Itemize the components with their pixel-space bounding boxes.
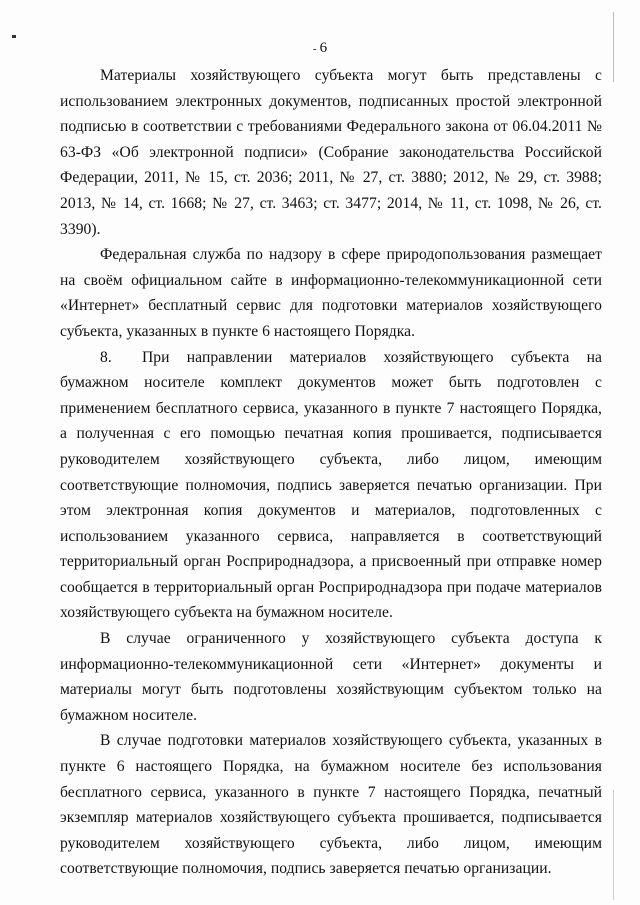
paragraph: [60, 728, 602, 882]
page-number-mark: -: [312, 43, 317, 55]
paragraph-text: Материалы хозяйствующего субъекта могут быть представлены с использованием электронных документов, подписанных простой электронной подписью в соответствии с требованиями Федерального закона от 06.04.2011 № 63-ФЗ «Об электронной подписи» (Собрание законодательства Российской Федерации, 2011, № 15, ст. 2036; 2011, № 27, ст. 3880; 2012, № 29, ст. 3988; 2013, № 14, ст. 1668; № 27, ст. 3463; ст. 3477; 2014, № 11, ст. 1098, № 26, ст. 3390).: [60, 67, 602, 238]
paragraph: [60, 242, 602, 344]
paragraph-text: При направлении материалов хозяйствующего субъекта на бумажном носителе комплект документов может быть подготовлен с применением бесплатного сервиса, указанного в пункте 7 настоящего Порядка, а полученная с его помощью печатная копия прошивается, подписывается руководителем хозяйствующего субъекта, либо лицом, имеющим соответствующие полномочия, подпись заверяется печатью организации. При этом электронная копия документов и материалов, подготовленных с использованием указанного сервиса, направляется в соответствующий территориальный орган Росприроднадзора, а присвоенный при отправке номер сообщается в территориальный орган Росприроднадзора при подаче материалов хозяйствующего субъекта на бумажном носителе.: [60, 348, 602, 622]
paragraph: [60, 626, 602, 728]
scan-artifact: [12, 35, 16, 38]
paragraph-text: Федеральная служба по надзору в сфере природопользования размещает на своём официальном сайте в информационно-телекоммуникационной сети «Интернет» бесплатный сервис для подготовки материалов хозяйствующего субъекта, указанных в пункте 6 настоящего Порядка.: [60, 246, 602, 340]
paragraph-item-8: [60, 345, 602, 627]
paragraph-text: В случае подготовки материалов хозяйствующего субъекта, указанных в пункте 6 настоящего Порядка, на бумажном носителе без использования бесплатного сервиса, указанного в пункте 7 настоящего Порядка, печатный экземпляр материалов хозяйствующего субъекта прошивается, подписывается руководителем хозяйствующего субъекта, либо лицом, имеющим соответствующие полномочия, подпись заверяется печатью организации.: [60, 732, 602, 878]
paragraph: [60, 63, 602, 242]
paragraph-text: В случае ограниченного у хозяйствующего субъекта доступа к информационно-телекоммуникационной сети «Интернет» документы и материалы могут быть подготовлены хозяйствующим субъектом только на бумажном носителе.: [60, 630, 602, 724]
document-body: [60, 63, 602, 882]
item-number: 8.: [100, 348, 112, 366]
page-number: [0, 40, 640, 57]
scan-edge-line: [613, 790, 614, 900]
page-number-value: 6: [319, 40, 328, 56]
